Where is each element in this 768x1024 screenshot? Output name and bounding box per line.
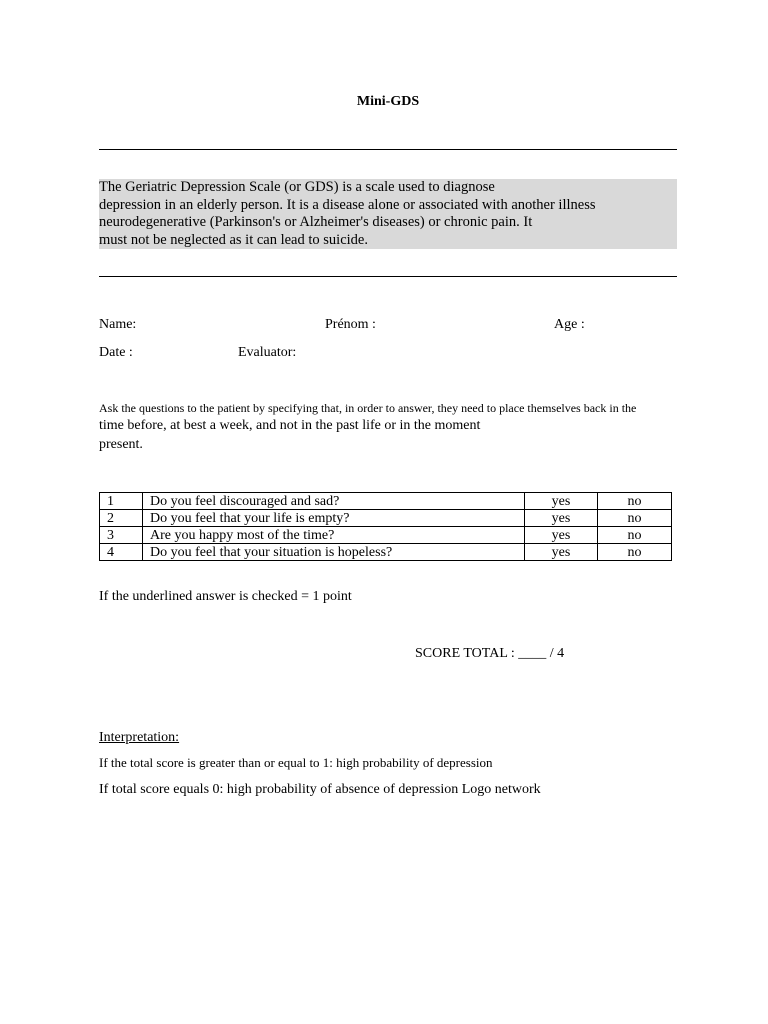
question-number: 3 (100, 527, 143, 544)
answer-yes[interactable]: yes (525, 527, 598, 544)
question-text: Do you feel that your situation is hopeless? (143, 544, 525, 561)
answer-no[interactable]: no (598, 527, 672, 544)
interpretation-line: If the total score is greater than or equal to 1: high probability of depression (99, 755, 493, 770)
divider-top (99, 149, 677, 150)
interpretation-heading: Interpretation: (99, 730, 180, 745)
intro-line: neurodegenerative (Parkinson's or Alzheimer's diseases) or chronic pain. It (99, 214, 533, 231)
date-field-label: Date : (99, 345, 133, 360)
name-field-label: Name: (99, 317, 137, 332)
questions-table (99, 492, 672, 561)
instructions-line: time before, at best a week, and not in the past life or in the moment (99, 418, 481, 433)
table-row (100, 493, 672, 510)
interpretation-line: If total score equals 0: high probability of absence of depression Logo network (99, 782, 541, 797)
question-number: 4 (100, 544, 143, 561)
scoring-note: If the underlined answer is checked = 1 point (99, 589, 352, 604)
question-text: Do you feel discouraged and sad? (143, 493, 525, 510)
answer-yes[interactable]: yes (525, 544, 598, 561)
question-number: 1 (100, 493, 143, 510)
divider-bottom (99, 276, 677, 277)
answer-no[interactable]: no (598, 510, 672, 527)
instructions-line: present. (99, 437, 143, 452)
intro-line: depression in an elderly person. It is a disease alone or associated with another illness (99, 196, 596, 213)
instructions-line: Ask the questions to the patient by specifying that, in order to answer, they need to place themselves back in the (99, 401, 637, 415)
answer-yes[interactable]: yes (525, 493, 598, 510)
age-field-label: Age : (554, 317, 585, 332)
prenom-field-label: Prénom : (325, 317, 376, 332)
score-total: SCORE TOTAL : ____ / 4 (415, 646, 565, 661)
question-number: 2 (100, 510, 143, 527)
question-text: Do you feel that your life is empty? (143, 510, 525, 527)
intro-line: must not be neglected as it can lead to suicide. (99, 232, 368, 249)
page-title: Mini-GDS (356, 94, 420, 109)
answer-no[interactable]: no (598, 493, 672, 510)
table-row (100, 527, 672, 544)
intro-box (99, 179, 677, 249)
table-row (100, 544, 672, 561)
table-row (100, 510, 672, 527)
question-text: Are you happy most of the time? (143, 527, 525, 544)
answer-yes[interactable]: yes (525, 510, 598, 527)
intro-line: The Geriatric Depression Scale (or GDS) is a scale used to diagnose (99, 179, 495, 195)
answer-no[interactable]: no (598, 544, 672, 561)
evaluator-field-label: Evaluator: (238, 345, 297, 360)
